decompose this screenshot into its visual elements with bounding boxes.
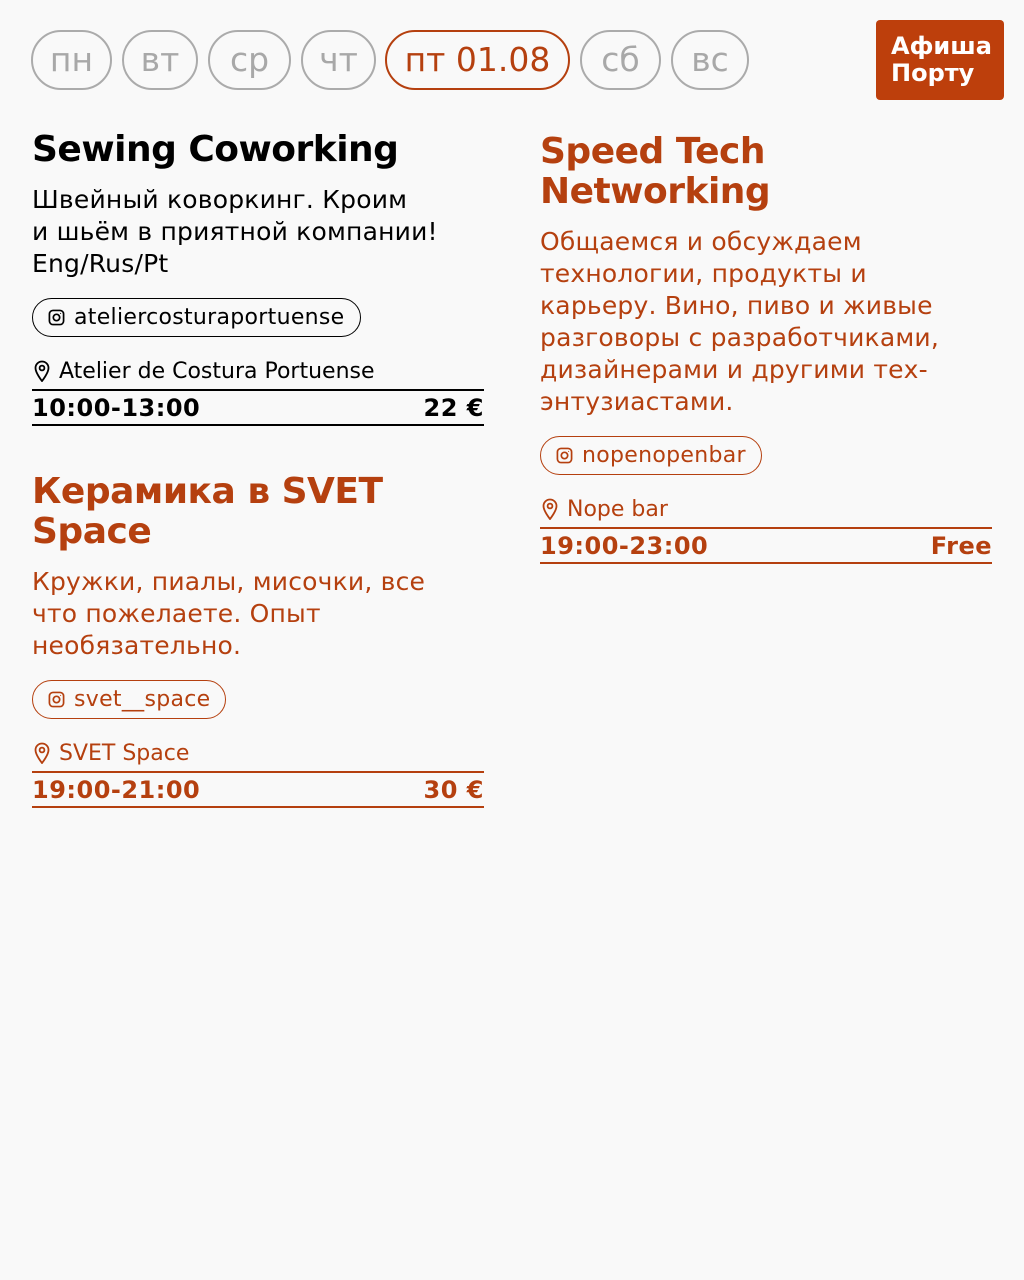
day-tab-fri[interactable]: пт 01.08 <box>385 30 570 90</box>
description-line: карьеру. Вино, пиво и живые <box>540 291 933 320</box>
event-title <box>32 472 484 552</box>
instagram-icon <box>48 691 65 708</box>
brand-line-2: Порту <box>891 59 975 87</box>
location-pin-icon <box>34 742 50 764</box>
event-description <box>540 226 992 418</box>
location-pin-icon <box>34 360 50 382</box>
event-description <box>32 184 484 280</box>
day-tab-sat[interactable]: сб <box>580 30 661 90</box>
event-title-line: Sewing Coworking <box>32 129 399 170</box>
description-line: разговоры с разработчиками, <box>540 323 940 352</box>
event-price: Free <box>930 531 992 560</box>
instagram-link[interactable] <box>32 298 361 337</box>
description-line: Eng/Rus/Pt <box>32 249 169 278</box>
description-line: Кружки, пиалы, мисочки, все <box>32 567 426 596</box>
location-name: Atelier de Costura Portuense <box>59 358 375 384</box>
day-tab-sun[interactable]: вс <box>671 30 749 90</box>
instagram-handle: nopenopenbar <box>582 443 746 468</box>
description-line: дизайнерами и другими тех- <box>540 355 928 384</box>
brand-line-1: Афиша <box>891 32 992 60</box>
event-meta <box>32 389 484 426</box>
description-line: технологии, продукты и <box>540 259 867 288</box>
event-title-line: Speed Tech <box>540 131 765 172</box>
instagram-handle: ateliercosturaportuense <box>74 305 345 330</box>
event-price: 30 € <box>423 775 484 804</box>
event-card-sewing <box>32 130 484 426</box>
event-price: 22 € <box>423 393 484 422</box>
description-line: необязательно. <box>32 631 242 660</box>
event-time: 10:00-13:00 <box>32 393 201 422</box>
event-title <box>32 130 484 170</box>
event-title-line: Керамика в SVET <box>32 471 383 512</box>
location-pin-icon <box>542 498 558 520</box>
event-title-line: Networking <box>540 171 771 212</box>
event-card-ceramics <box>32 472 484 808</box>
event-location <box>540 494 992 524</box>
event-description <box>32 566 484 662</box>
event-card-networking <box>540 132 992 564</box>
event-meta <box>540 527 992 564</box>
instagram-handle: svet__space <box>74 687 211 712</box>
event-title-line: Space <box>32 511 152 552</box>
description-line: и шьём в приятной компании! <box>32 217 438 246</box>
description-line: энтузиастами. <box>540 387 734 416</box>
event-meta <box>32 771 484 808</box>
event-location <box>32 356 484 386</box>
day-tab-thu[interactable]: чт <box>301 30 376 90</box>
instagram-icon <box>556 447 573 464</box>
event-time: 19:00-21:00 <box>32 775 201 804</box>
description-line: что пожелаете. Опыт <box>32 599 321 628</box>
event-time: 19:00-23:00 <box>540 531 709 560</box>
instagram-icon <box>48 309 65 326</box>
description-line: Общаемся и обсуждаем <box>540 227 862 256</box>
day-tab-wed[interactable]: ср <box>208 30 291 90</box>
event-title <box>540 132 992 212</box>
day-tab-tue[interactable]: вт <box>122 30 198 90</box>
brand-logo[interactable] <box>876 20 1004 100</box>
location-name: Nope bar <box>567 496 668 522</box>
instagram-link[interactable] <box>540 436 762 475</box>
instagram-link[interactable] <box>32 680 226 719</box>
location-name: SVET Space <box>59 740 190 766</box>
event-location <box>32 738 484 768</box>
description-line: Швейный коворкинг. Кроим <box>32 185 408 214</box>
day-tab-mon[interactable]: пн <box>31 30 112 90</box>
